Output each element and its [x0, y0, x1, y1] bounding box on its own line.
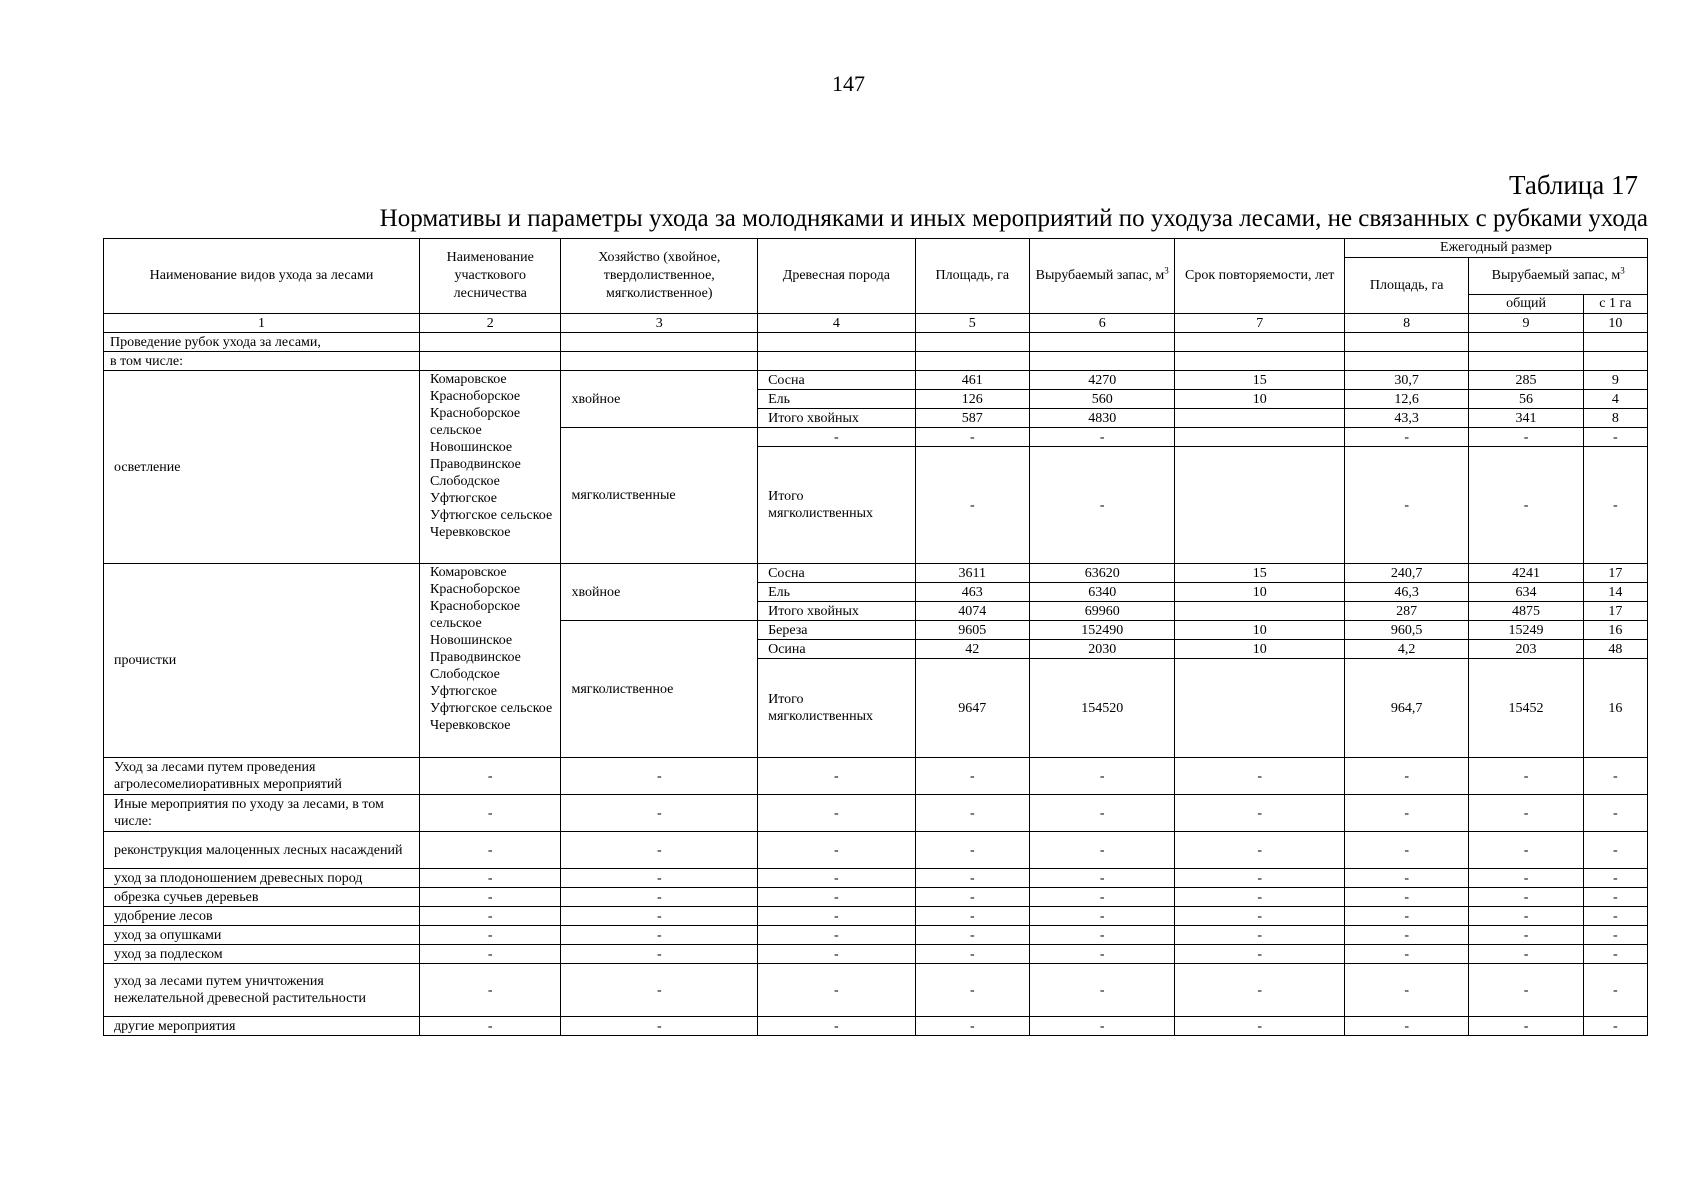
dash-cell: - — [1344, 832, 1468, 869]
other-activity-row — [104, 869, 1648, 888]
annual-stock-per-ha: - — [1583, 447, 1647, 564]
dash-cell: - — [1583, 888, 1647, 907]
period: 15 — [1175, 371, 1345, 390]
period — [1175, 447, 1345, 564]
section-title: Проведение рубок ухода за лесами, — [104, 333, 420, 352]
dash-cell: - — [420, 907, 561, 926]
dash-cell: - — [1175, 964, 1345, 1017]
header-text: Вырубаемый запас, м — [1491, 268, 1621, 283]
dash-cell: - — [758, 869, 916, 888]
area: 9605 — [915, 621, 1029, 640]
area: 461 — [915, 371, 1029, 390]
other-activity-row — [104, 888, 1648, 907]
period — [1175, 409, 1345, 428]
annual-stock-total: 15452 — [1469, 659, 1583, 758]
dash-cell: - — [420, 888, 561, 907]
header-row-1 — [104, 239, 1648, 258]
activity-name: уход за лесами путем уничтожения нежелательной древесной растительности — [104, 964, 420, 1017]
annual-stock-per-ha: 4 — [1583, 390, 1647, 409]
dash-cell: - — [1583, 869, 1647, 888]
dash-cell: - — [758, 1017, 916, 1036]
column-number: 10 — [1583, 314, 1647, 333]
dash-cell: - — [420, 869, 561, 888]
annual-stock-per-ha: 48 — [1583, 640, 1647, 659]
period: 10 — [1175, 583, 1345, 602]
empty-cell — [758, 333, 916, 352]
dash-cell: - — [420, 795, 561, 832]
dash-cell: - — [1029, 832, 1174, 869]
area: 42 — [915, 640, 1029, 659]
species: Ель — [758, 390, 916, 409]
period: 10 — [1175, 390, 1345, 409]
care-type: прочистки — [104, 564, 420, 758]
annual-stock-total: - — [1469, 428, 1583, 447]
dash-cell: - — [420, 964, 561, 1017]
forestry-list: Комаровское Красноборское Красноборское сельское Новошинское Праводвинское Слободское Уфтюгское Уфтюгское сельское Черевковское — [420, 371, 561, 564]
dash-cell: - — [1469, 832, 1583, 869]
activity-name: Иные мероприятия по уходу за лесами, в том числе: — [104, 795, 420, 832]
section-row — [104, 352, 1648, 371]
stock: 560 — [1029, 390, 1174, 409]
dash-cell: - — [758, 926, 916, 945]
annual-stock-per-ha: 9 — [1583, 371, 1647, 390]
column-number: 6 — [1029, 314, 1174, 333]
dash-cell: - — [1583, 964, 1647, 1017]
stock: 4830 — [1029, 409, 1174, 428]
area: - — [915, 447, 1029, 564]
header-cell: Хозяйство (хвойное, твердолиственное, мягколиственное) — [561, 239, 758, 314]
page-number: 147 — [832, 71, 865, 96]
dash-cell: - — [1583, 945, 1647, 964]
section-row — [104, 333, 1648, 352]
species: Сосна — [758, 564, 916, 583]
empty-cell — [915, 352, 1029, 371]
dash-cell: - — [561, 758, 758, 795]
superscript: 3 — [1620, 265, 1625, 276]
activity-name: обрезка сучьев деревьев — [104, 888, 420, 907]
dash-cell: - — [1469, 945, 1583, 964]
annual-stock-total: 15249 — [1469, 621, 1583, 640]
annual-area: 287 — [1344, 602, 1468, 621]
dash-cell: - — [1469, 795, 1583, 832]
dash-cell: - — [1029, 869, 1174, 888]
dash-cell: - — [1344, 907, 1468, 926]
dash-cell: - — [1469, 888, 1583, 907]
header-cell: Площадь, га — [1344, 258, 1468, 314]
species: Итого мягколиственных — [758, 659, 916, 758]
area: - — [915, 428, 1029, 447]
period: 10 — [1175, 621, 1345, 640]
other-activity-row — [104, 907, 1648, 926]
dash-cell: - — [561, 926, 758, 945]
dash-cell: - — [915, 888, 1029, 907]
dash-cell: - — [915, 832, 1029, 869]
annual-stock-total: 56 — [1469, 390, 1583, 409]
forestry-list: Комаровское Красноборское Красноборское сельское Новошинское Праводвинское Слободское Уфтюгское Уфтюгское сельское Черевковское — [420, 564, 561, 758]
dash-cell: - — [1469, 1017, 1583, 1036]
dash-cell: - — [1175, 832, 1345, 869]
empty-cell — [1469, 352, 1583, 371]
annual-stock-per-ha: 16 — [1583, 621, 1647, 640]
annual-stock-total: 285 — [1469, 371, 1583, 390]
stock: 4270 — [1029, 371, 1174, 390]
dash-cell: - — [1029, 758, 1174, 795]
activity-name: другие мероприятия — [104, 1017, 420, 1036]
table-row — [104, 564, 1648, 583]
other-activity-row — [104, 945, 1648, 964]
care-type: осветление — [104, 371, 420, 564]
column-number: 9 — [1469, 314, 1583, 333]
period — [1175, 659, 1345, 758]
empty-cell — [1344, 333, 1468, 352]
other-activity-row — [104, 1017, 1648, 1036]
species: Итого мягколиственных — [758, 447, 916, 564]
farm-type: мягколиственные — [561, 428, 758, 564]
annual-area: 964,7 — [1344, 659, 1468, 758]
column-number: 1 — [104, 314, 420, 333]
dash-cell: - — [1175, 795, 1345, 832]
dash-cell: - — [1344, 888, 1468, 907]
dash-cell: - — [915, 964, 1029, 1017]
column-number: 8 — [1344, 314, 1468, 333]
dash-cell: - — [1469, 758, 1583, 795]
empty-cell — [1029, 333, 1174, 352]
dash-cell: - — [561, 1017, 758, 1036]
column-number: 5 — [915, 314, 1029, 333]
annual-stock-per-ha: 16 — [1583, 659, 1647, 758]
superscript: 3 — [1164, 265, 1169, 276]
table-label: Таблица 17 — [1509, 170, 1638, 200]
stock: 152490 — [1029, 621, 1174, 640]
other-activity-row — [104, 832, 1648, 869]
activity-name: реконструкция малоценных лесных насаждений — [104, 832, 420, 869]
section-title: в том числе: — [104, 352, 420, 371]
header-cell — [1029, 239, 1174, 314]
dash-cell: - — [1344, 945, 1468, 964]
header-cell: Площадь, га — [915, 239, 1029, 314]
empty-cell — [1175, 352, 1345, 371]
empty-cell — [561, 352, 758, 371]
dash-cell: - — [1029, 795, 1174, 832]
column-number: 3 — [561, 314, 758, 333]
header-cell: Ежегодный размер — [1344, 239, 1647, 258]
annual-stock-total: 341 — [1469, 409, 1583, 428]
species: Итого хвойных — [758, 409, 916, 428]
dash-cell: - — [1029, 945, 1174, 964]
header-cell: общий — [1469, 295, 1583, 314]
species: Ель — [758, 583, 916, 602]
annual-stock-per-ha: 17 — [1583, 602, 1647, 621]
dash-cell: - — [561, 888, 758, 907]
area: 126 — [915, 390, 1029, 409]
dash-cell: - — [1469, 964, 1583, 1017]
column-number: 7 — [1175, 314, 1345, 333]
annual-stock-per-ha: 8 — [1583, 409, 1647, 428]
species: Осина — [758, 640, 916, 659]
dash-cell: - — [1029, 964, 1174, 1017]
empty-cell — [1029, 352, 1174, 371]
empty-cell — [561, 333, 758, 352]
stock: 2030 — [1029, 640, 1174, 659]
header-cell — [1469, 258, 1648, 295]
table-row — [104, 371, 1648, 390]
other-activity-row — [104, 795, 1648, 832]
activity-name: удобрение лесов — [104, 907, 420, 926]
annual-area: - — [1344, 447, 1468, 564]
dash-cell: - — [1344, 1017, 1468, 1036]
dash-cell: - — [1029, 1017, 1174, 1036]
dash-cell: - — [1344, 869, 1468, 888]
dash-cell: - — [420, 1017, 561, 1036]
annual-area: 43,3 — [1344, 409, 1468, 428]
annual-area: 12,6 — [1344, 390, 1468, 409]
dash-cell: - — [1029, 907, 1174, 926]
other-activity-row — [104, 926, 1648, 945]
dash-cell: - — [915, 795, 1029, 832]
area: 4074 — [915, 602, 1029, 621]
area: 587 — [915, 409, 1029, 428]
species: - — [758, 428, 916, 447]
annual-stock-total: - — [1469, 447, 1583, 564]
dash-cell: - — [1175, 907, 1345, 926]
period — [1175, 428, 1345, 447]
annual-stock-per-ha: 17 — [1583, 564, 1647, 583]
header-cell: Древесная порода — [758, 239, 916, 314]
annual-area: 4,2 — [1344, 640, 1468, 659]
dash-cell: - — [1344, 758, 1468, 795]
dash-cell: - — [420, 945, 561, 964]
farm-type: хвойное — [561, 564, 758, 621]
dash-cell: - — [915, 869, 1029, 888]
column-number-row — [104, 314, 1648, 333]
annual-stock-per-ha: 14 — [1583, 583, 1647, 602]
table-title: Нормативы и параметры ухода за молодняками и иных мероприятий по уходуза лесами, не связанных с рубками ухода — [379, 205, 1648, 232]
header-text: Вырубаемый запас, м — [1035, 268, 1165, 283]
farm-type: мягколиственное — [561, 621, 758, 758]
dash-cell: - — [1175, 869, 1345, 888]
empty-cell — [1469, 333, 1583, 352]
dash-cell: - — [1469, 869, 1583, 888]
dash-cell: - — [1583, 1017, 1647, 1036]
empty-cell — [1175, 333, 1345, 352]
annual-stock-total: 203 — [1469, 640, 1583, 659]
empty-cell — [915, 333, 1029, 352]
empty-cell — [758, 352, 916, 371]
period: 10 — [1175, 640, 1345, 659]
species: Итого хвойных — [758, 602, 916, 621]
stock: 69960 — [1029, 602, 1174, 621]
annual-stock-total: 4875 — [1469, 602, 1583, 621]
header-cell: Наименование участкового лесничества — [420, 239, 561, 314]
dash-cell: - — [758, 758, 916, 795]
annual-stock-total: 634 — [1469, 583, 1583, 602]
dash-cell: - — [561, 795, 758, 832]
annual-area: 960,5 — [1344, 621, 1468, 640]
dash-cell: - — [1583, 926, 1647, 945]
stock: - — [1029, 428, 1174, 447]
other-activity-row — [104, 964, 1648, 1017]
dash-cell: - — [758, 795, 916, 832]
dash-cell: - — [1583, 907, 1647, 926]
dash-cell: - — [561, 945, 758, 964]
stock: 154520 — [1029, 659, 1174, 758]
stock: 6340 — [1029, 583, 1174, 602]
stock: 63620 — [1029, 564, 1174, 583]
dash-cell: - — [561, 964, 758, 1017]
dash-cell: - — [1344, 795, 1468, 832]
area: 463 — [915, 583, 1029, 602]
dash-cell: - — [1583, 832, 1647, 869]
dash-cell: - — [758, 832, 916, 869]
annual-area: 30,7 — [1344, 371, 1468, 390]
dash-cell: - — [758, 964, 916, 1017]
annual-stock-per-ha: - — [1583, 428, 1647, 447]
area: 3611 — [915, 564, 1029, 583]
forest-care-table — [103, 238, 1648, 1036]
dash-cell: - — [1469, 926, 1583, 945]
dash-cell: - — [1175, 1017, 1345, 1036]
dash-cell: - — [1583, 758, 1647, 795]
empty-cell — [420, 333, 561, 352]
other-activity-row — [104, 758, 1648, 795]
annual-area: 240,7 — [1344, 564, 1468, 583]
column-number: 2 — [420, 314, 561, 333]
column-number: 4 — [758, 314, 916, 333]
empty-cell — [1344, 352, 1468, 371]
dash-cell: - — [1583, 795, 1647, 832]
activity-name: уход за опушками — [104, 926, 420, 945]
annual-stock-total: 4241 — [1469, 564, 1583, 583]
dash-cell: - — [1175, 758, 1345, 795]
activity-name: Уход за лесами путем проведения агролесомелиоративных мероприятий — [104, 758, 420, 795]
dash-cell: - — [1469, 907, 1583, 926]
dash-cell: - — [561, 832, 758, 869]
header-cell: с 1 га — [1583, 295, 1647, 314]
area: 9647 — [915, 659, 1029, 758]
dash-cell: - — [915, 945, 1029, 964]
annual-area: 46,3 — [1344, 583, 1468, 602]
dash-cell: - — [420, 926, 561, 945]
species: Сосна — [758, 371, 916, 390]
dash-cell: - — [1344, 964, 1468, 1017]
header-cell: Срок повторяемости, лет — [1175, 239, 1345, 314]
activity-name: уход за плодоношением древесных пород — [104, 869, 420, 888]
empty-cell — [1583, 333, 1647, 352]
period — [1175, 602, 1345, 621]
empty-cell — [1583, 352, 1647, 371]
dash-cell: - — [758, 888, 916, 907]
species: Береза — [758, 621, 916, 640]
header-cell: Наименование видов ухода за лесами — [104, 239, 420, 314]
dash-cell: - — [915, 926, 1029, 945]
empty-cell — [420, 352, 561, 371]
dash-cell: - — [1344, 926, 1468, 945]
dash-cell: - — [1029, 926, 1174, 945]
stock: - — [1029, 447, 1174, 564]
dash-cell: - — [1175, 945, 1345, 964]
dash-cell: - — [561, 869, 758, 888]
dash-cell: - — [1175, 888, 1345, 907]
farm-type: хвойное — [561, 371, 758, 428]
dash-cell: - — [420, 832, 561, 869]
dash-cell: - — [758, 945, 916, 964]
dash-cell: - — [915, 1017, 1029, 1036]
dash-cell: - — [1029, 888, 1174, 907]
dash-cell: - — [915, 758, 1029, 795]
annual-area: - — [1344, 428, 1468, 447]
dash-cell: - — [561, 907, 758, 926]
dash-cell: - — [420, 758, 561, 795]
period: 15 — [1175, 564, 1345, 583]
activity-name: уход за подлеском — [104, 945, 420, 964]
dash-cell: - — [758, 907, 916, 926]
dash-cell: - — [1175, 926, 1345, 945]
dash-cell: - — [915, 907, 1029, 926]
